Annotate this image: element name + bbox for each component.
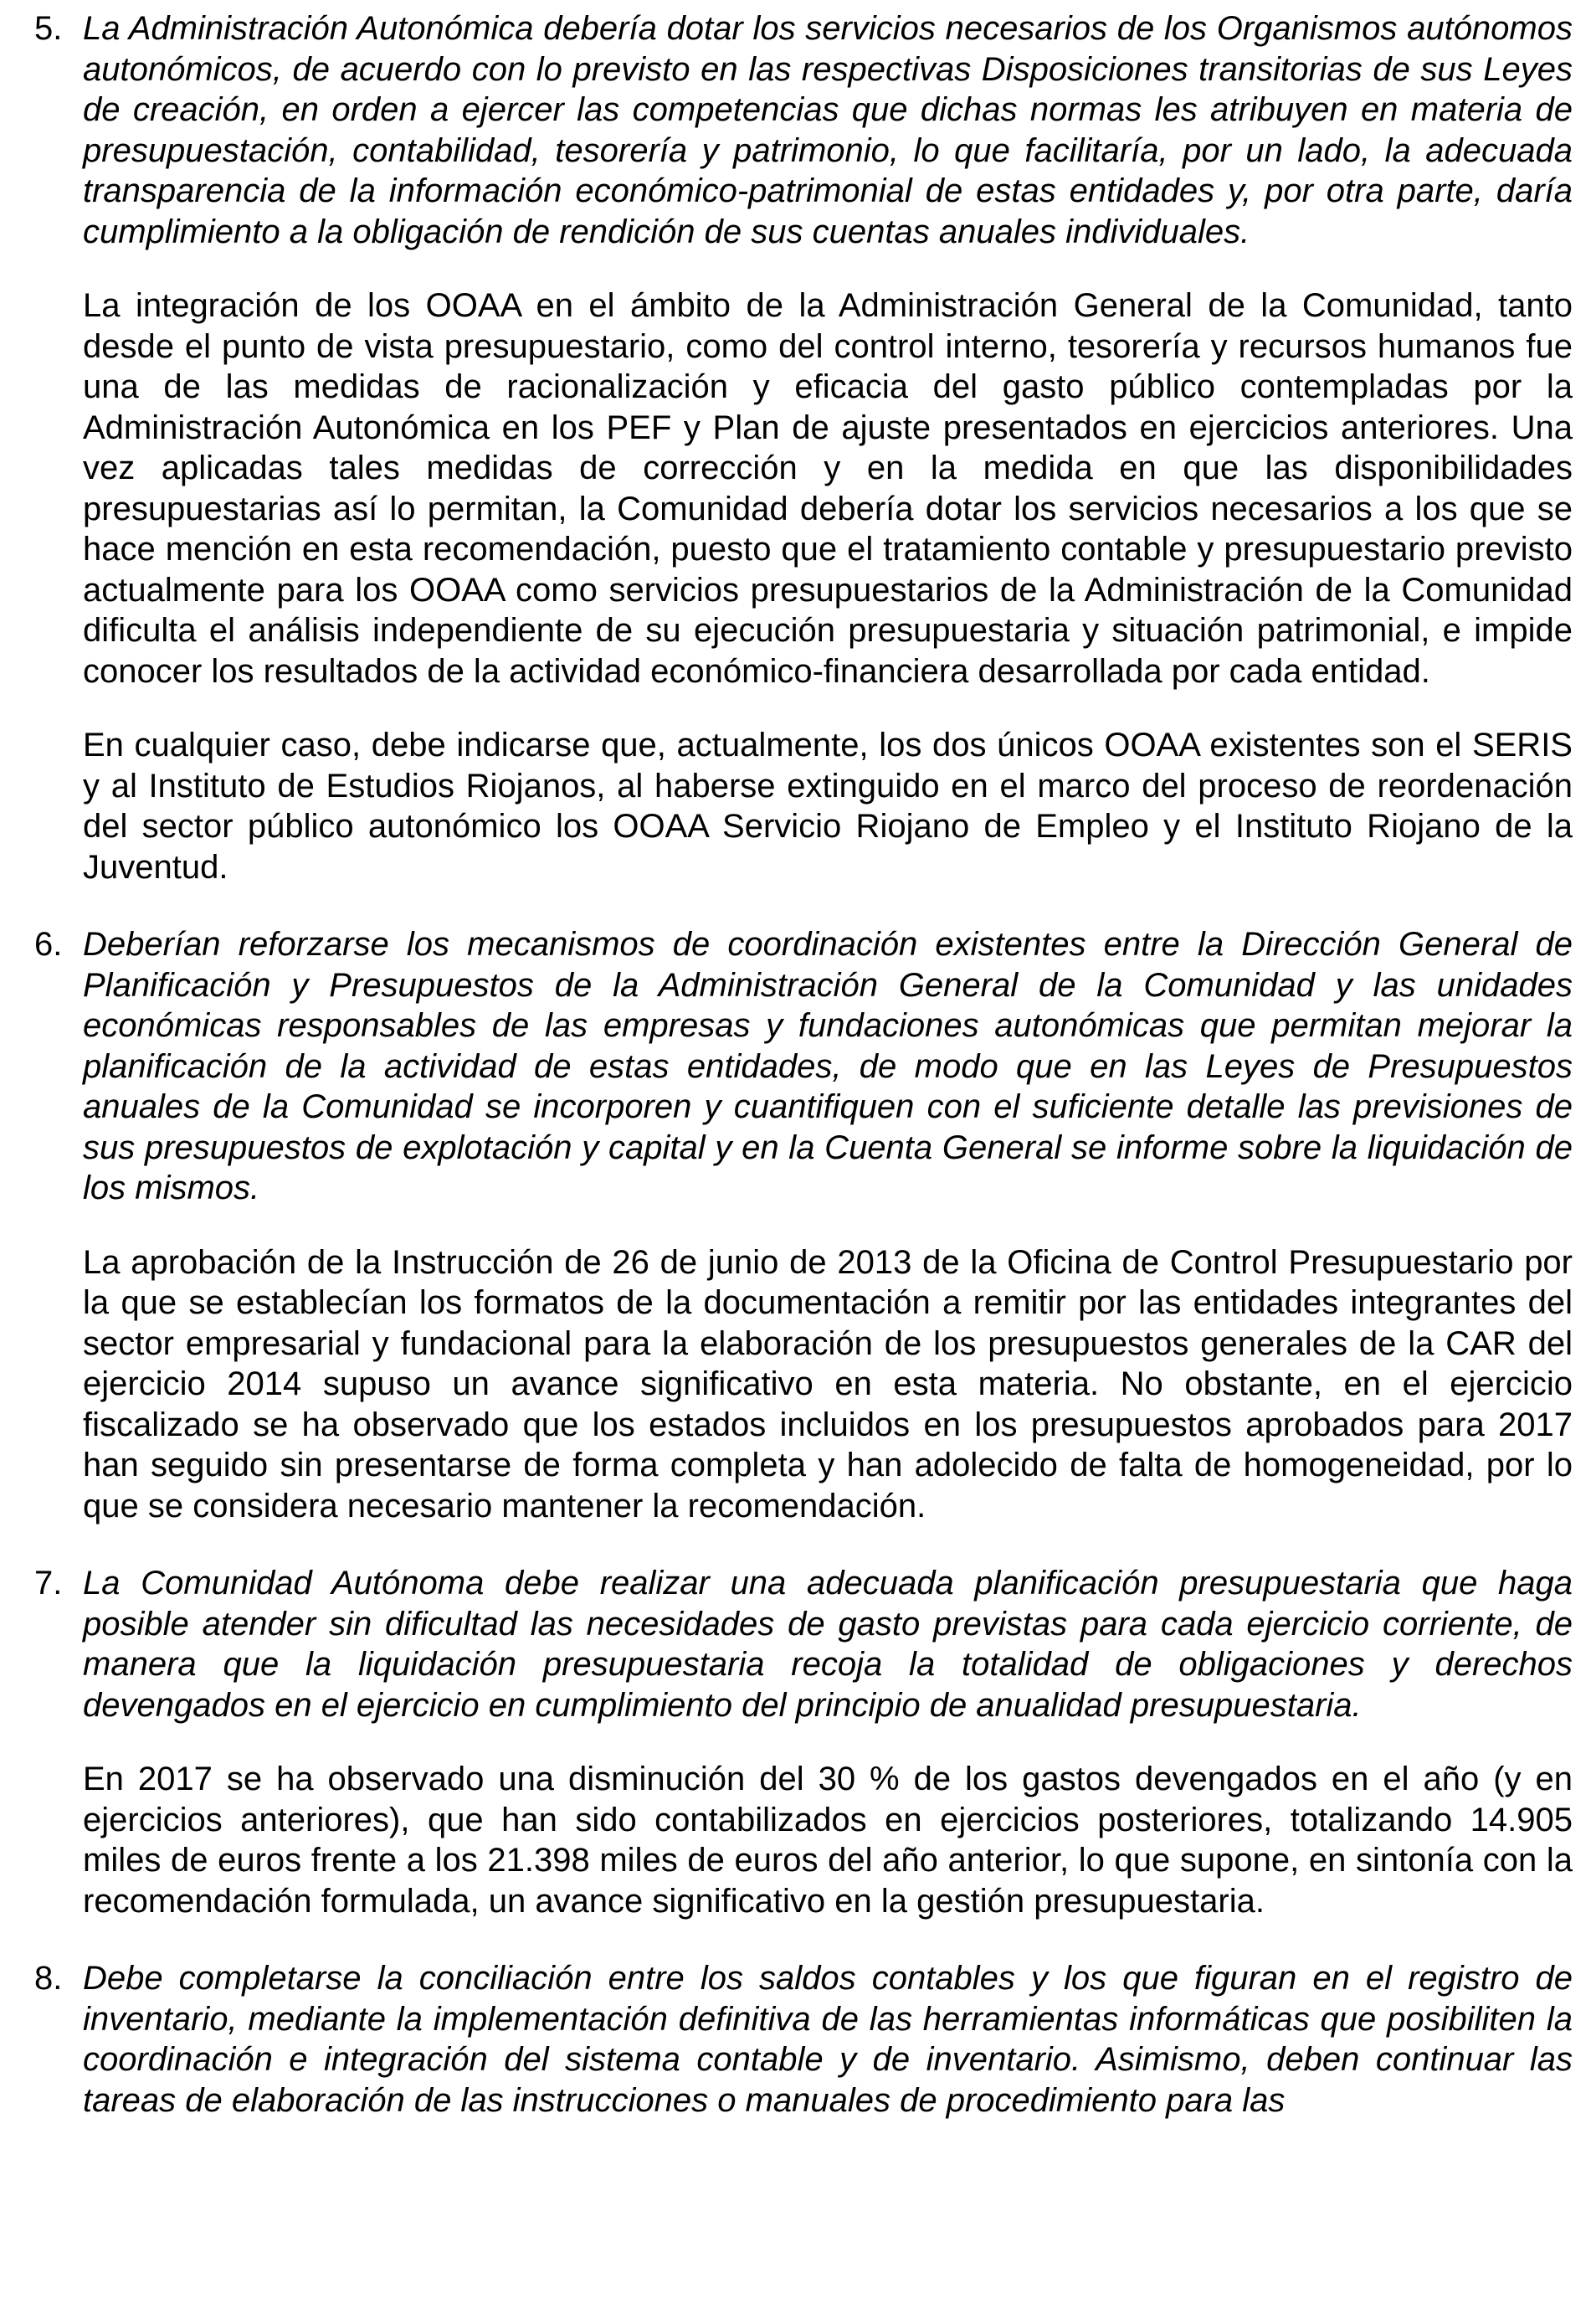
item-number: 6. xyxy=(34,926,63,963)
item-number: 7. xyxy=(34,1565,63,1602)
item-number: 5. xyxy=(34,10,63,47)
recommendation-text: Deberían reforzarse los mecanismos de coordinación existentes entre la Dirección General de Planificación y Presupuestos de la Administración General de la Comunidad y las unidades económicas responsables de las empresas y fundaciones autonómicas que permitan mejorar la planificación de la actividad de estas entidades, de modo que en las Leyes de Presupuestos anuales de la Comunidad se incorporen y cuantifiquen con el suficiente detalle las previsiones de sus presupuestos de explotación y capital y en la Cuenta General se informe sobre la liquidación de los mismos. xyxy=(83,926,1573,1206)
recommendation-text: Debe completarse la conciliación entre los saldos contables y los que figuran en el registro de inventario, mediante la implementación definitiva de las herramientas informáticas que posibiliten la coordinación e integración del sistema contable y de inventario. Asimismo, deben continuar las tareas de elaboración de las instrucciones o manuales de procedimiento para las xyxy=(83,1960,1573,2119)
recommendation-item-5 xyxy=(34,8,1573,887)
recommendation-item-6 xyxy=(34,924,1573,1526)
body-paragraph: La integración de los OOAA en el ámbito de la Administración General de la Comunidad, tanto desde el punto de vista presupuestario, como del control interno, tesorería y recursos humanos fue una de las medidas de racionalización y eficacia del gasto público contempladas por la Administración Autonómica en los PEF y Plan de ajuste presentados en ejercicios anteriores. Una vez aplicadas tales medidas de corrección y en la medida en que las disponibilidades presupuestarias así lo permitan, la Comunidad debería dotar los servicios necesarios a los que se hace mención en esta recomendación, puesto que el tratamiento contable y presupuestario previsto actualmente para los OOAA como servicios presupuestarios de la Administración de la Comunidad dificulta el análisis independiente de su ejecución presupuestaria y situación patrimonial, e impide conocer los resultados de la actividad económico-financiera desarrollada por cada entidad. xyxy=(83,287,1573,690)
body-paragraph: La aprobación de la Instrucción de 26 de junio de 2013 de la Oficina de Control Presupuestario por la que se establecían los formatos de la documentación a remitir por las entidades integrantes del sector empresarial y fundacional para la elaboración de los presupuestos generales de la CAR del ejercicio 2014 supuso un avance significativo en esta materia. No obstante, en el ejercicio fiscalizado se ha observado que los estados incluidos en los presupuestos aprobados para 2017 han seguido sin presentarse de forma completa y han adolecido de falta de homogeneidad, por lo que se considera necesario mantener la recomendación. xyxy=(83,1243,1573,1524)
recommendation-text: La Administración Autonómica debería dotar los servicios necesarios de los Organismos autónomos autonómicos, de acuerdo con lo previsto en las respectivas Disposiciones transitorias de sus Leyes de creación, en orden a ejercer las competencias que dichas normas les atribuyen en materia de presupuestación, contabilidad, tesorería y patrimonio, lo que facilitaría, por un lado, la adecuada transparencia de la información económico-patrimonial de estas entidades y, por otra parte, daría cumplimiento a la obligación de rendición de sus cuentas anuales individuales. xyxy=(83,10,1573,250)
recommendation-item-7 xyxy=(34,1563,1573,1921)
body-paragraph: En cualquier caso, debe indicarse que, actualmente, los dos únicos OOAA existentes son el SERIS y al Instituto de Estudios Riojanos, al haberse extinguido en el marco del proceso de reordenación del sector público autonómico los OOAA Servicio Riojano de Empleo y el Instituto Riojano de la Juventud. xyxy=(83,727,1573,886)
item-number: 8. xyxy=(34,1960,63,1997)
recommendation-item-8 xyxy=(34,1958,1573,2121)
recommendation-text: La Comunidad Autónoma debe realizar una adecuada planificación presupuestaria que haga posible atender sin dificultad las necesidades de gasto previstas para cada ejercicio corriente, de manera que la liquidación presupuestaria recoja la totalidad de obligaciones y derechos devengados en el ejercicio en cumplimiento del principio de anualidad presupuestaria. xyxy=(83,1565,1573,1724)
body-paragraph: En 2017 se ha observado una disminución del 30 % de los gastos devengados en el año (y en ejercicios anteriores), que han sido contabilizados en ejercicios posteriores, totalizando 14.905 miles de euros frente a los 21.398 miles de euros del año anterior, lo que supone, en sintonía con la recomendación formulada, un avance significativo en la gestión presupuestaria. xyxy=(83,1761,1573,1920)
